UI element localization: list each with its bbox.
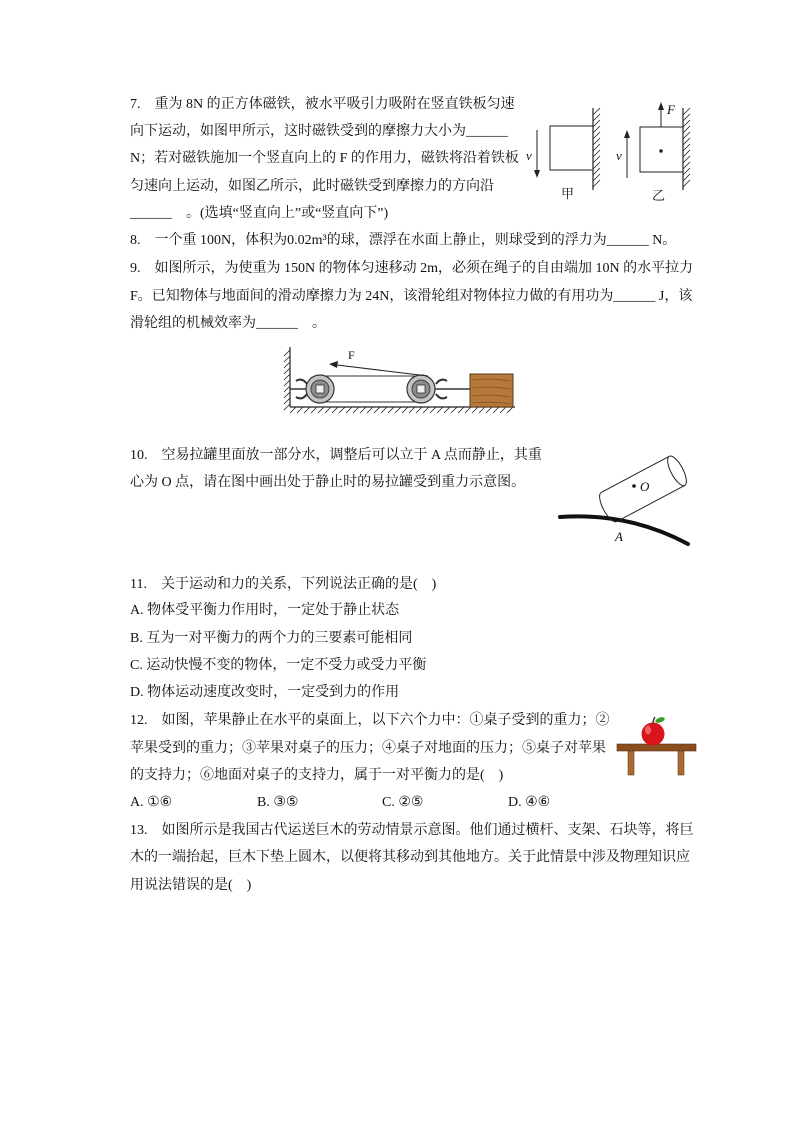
table-top [617,744,696,751]
movable-pulley-axle [417,385,425,393]
q12-option-d: D. ④⑥ [508,795,551,810]
apple-highlight [645,726,651,735]
q9-text-line: 滑轮组的机械效率为______ 。 [130,316,326,331]
iron-plate-hatch-yi [683,108,690,187]
q10-can-figure [555,445,695,550]
q7-text-line: 向下运动，如图甲所示，这时磁铁受到的摩擦力大小为______ [130,124,508,139]
q8-text-line: 8. 一个重 100N，体积为0.02m³的球，漂浮在水面上静止，则球受到的浮力为______ N。 [130,233,677,248]
q9-text-line: 9. 如图所示，为使重为 150N 的物体匀速移动 2m，必须在绳子的自由端加 10N 的水平拉力 [130,261,694,276]
q11-stem: 11. 关于运动和力的关系，下列说法正确的是( ) [130,577,437,592]
center-of-gravity-dot [632,484,636,488]
wall-hatch [284,350,290,410]
table-leg-right [678,750,684,775]
can-top [664,453,690,488]
q7-magnet-figure [515,95,695,205]
magnet-block-jia [550,126,593,170]
iron-plate-hatch-jia [593,108,600,187]
q10-text-line: 10. 空易拉罐里面放一部分水，调整后可以立于 A 点而静止，其重 [130,448,542,463]
floor-hatch [290,407,513,413]
q12-text-line: 12. 如图，苹果静止在水平的桌面上，以下六个力中：①桌子受到的重力；② [130,713,610,728]
apple-icon [642,723,665,746]
q12-option-a: A. ①⑥ [130,795,173,810]
q7-text-line: 7. 重为 8N 的正方体磁铁，被水平吸引力吸附在竖直铁板匀速 [130,97,515,112]
q7-text-line: 匀速向上运动，如图乙所示，此时磁铁受到摩擦力的方向沿 [130,179,494,194]
velocity-arrowhead-jia [534,170,540,178]
force-arrowhead-yi [658,102,664,110]
q11-option-b: B. 互为一对平衡力的两个力的三要素可能相同 [130,631,413,646]
q13-text-line: 13. 如图所示是我国古代运送巨木的劳动情景示意图。他们通过横杆、支架、石块等，将巨 [130,823,694,838]
curved-surface [560,516,688,544]
q11-option-d: D. 物体运动速度改变时，一定受到力的作用 [130,685,400,700]
point-a-label: A [615,529,623,544]
center-dot-yi [659,149,663,153]
q9-pulley-figure [280,343,520,421]
q12-option-b: B. ③⑤ [257,795,299,810]
pull-force-arrowhead [329,361,338,368]
apple-leaf-icon [654,716,665,724]
velocity-arrowhead-yi [624,130,630,138]
q11-option-c: C. 运动快慢不变的物体，一定不受力或受力平衡 [130,658,427,673]
q13-text-line: 用说法错误的是( ) [130,878,252,893]
q7-text-line: N；若对磁铁施加一个竖直向上的 F 的作用力，磁铁将沿着铁板 [130,151,519,166]
pull-force-arrow [337,365,428,376]
velocity-label-yi: v [616,148,622,163]
q7-text-line: ______ 。(选填“竖直向上”或“竖直向下”) [130,206,389,221]
q13-text-line: 木的一端抬起，巨木下垫上圆木，以便将其移动到其他地方。关于此情景中涉及物理知识应 [130,850,690,865]
q12-text-line: 的支持力；⑥地面对桌子的支持力，属于一对平衡力的是( ) [130,768,504,783]
q12-apple-table-figure [612,714,700,780]
q11-option-a: A. 物体受平衡力作用时，一定处于静止状态 [130,603,400,618]
fixed-pulley-axle [316,385,324,393]
pull-force-label: F [348,348,355,362]
q10-text-line: 心为 O 点，请在图中画出处于静止时的易拉罐受到重力示意图。 [130,475,526,490]
table-leg-left [628,750,634,775]
force-label-yi: F [667,102,675,117]
velocity-label-jia: v [526,148,532,163]
point-o-label: O [640,479,650,494]
figure-label-jia: 甲 [561,186,575,201]
q12-option-c: C. ②⑤ [382,795,424,810]
q12-text-line: 苹果受到的重力；③苹果对桌子的压力；④桌子对地面的压力；⑤桌子对苹果 [130,741,606,756]
q9-text-line: F。已知物体与地面间的滑动摩擦力为 24N，该滑轮组对物体拉力做的有用功为______ J，该 [130,289,693,304]
figure-label-yi: 乙 [652,188,666,203]
